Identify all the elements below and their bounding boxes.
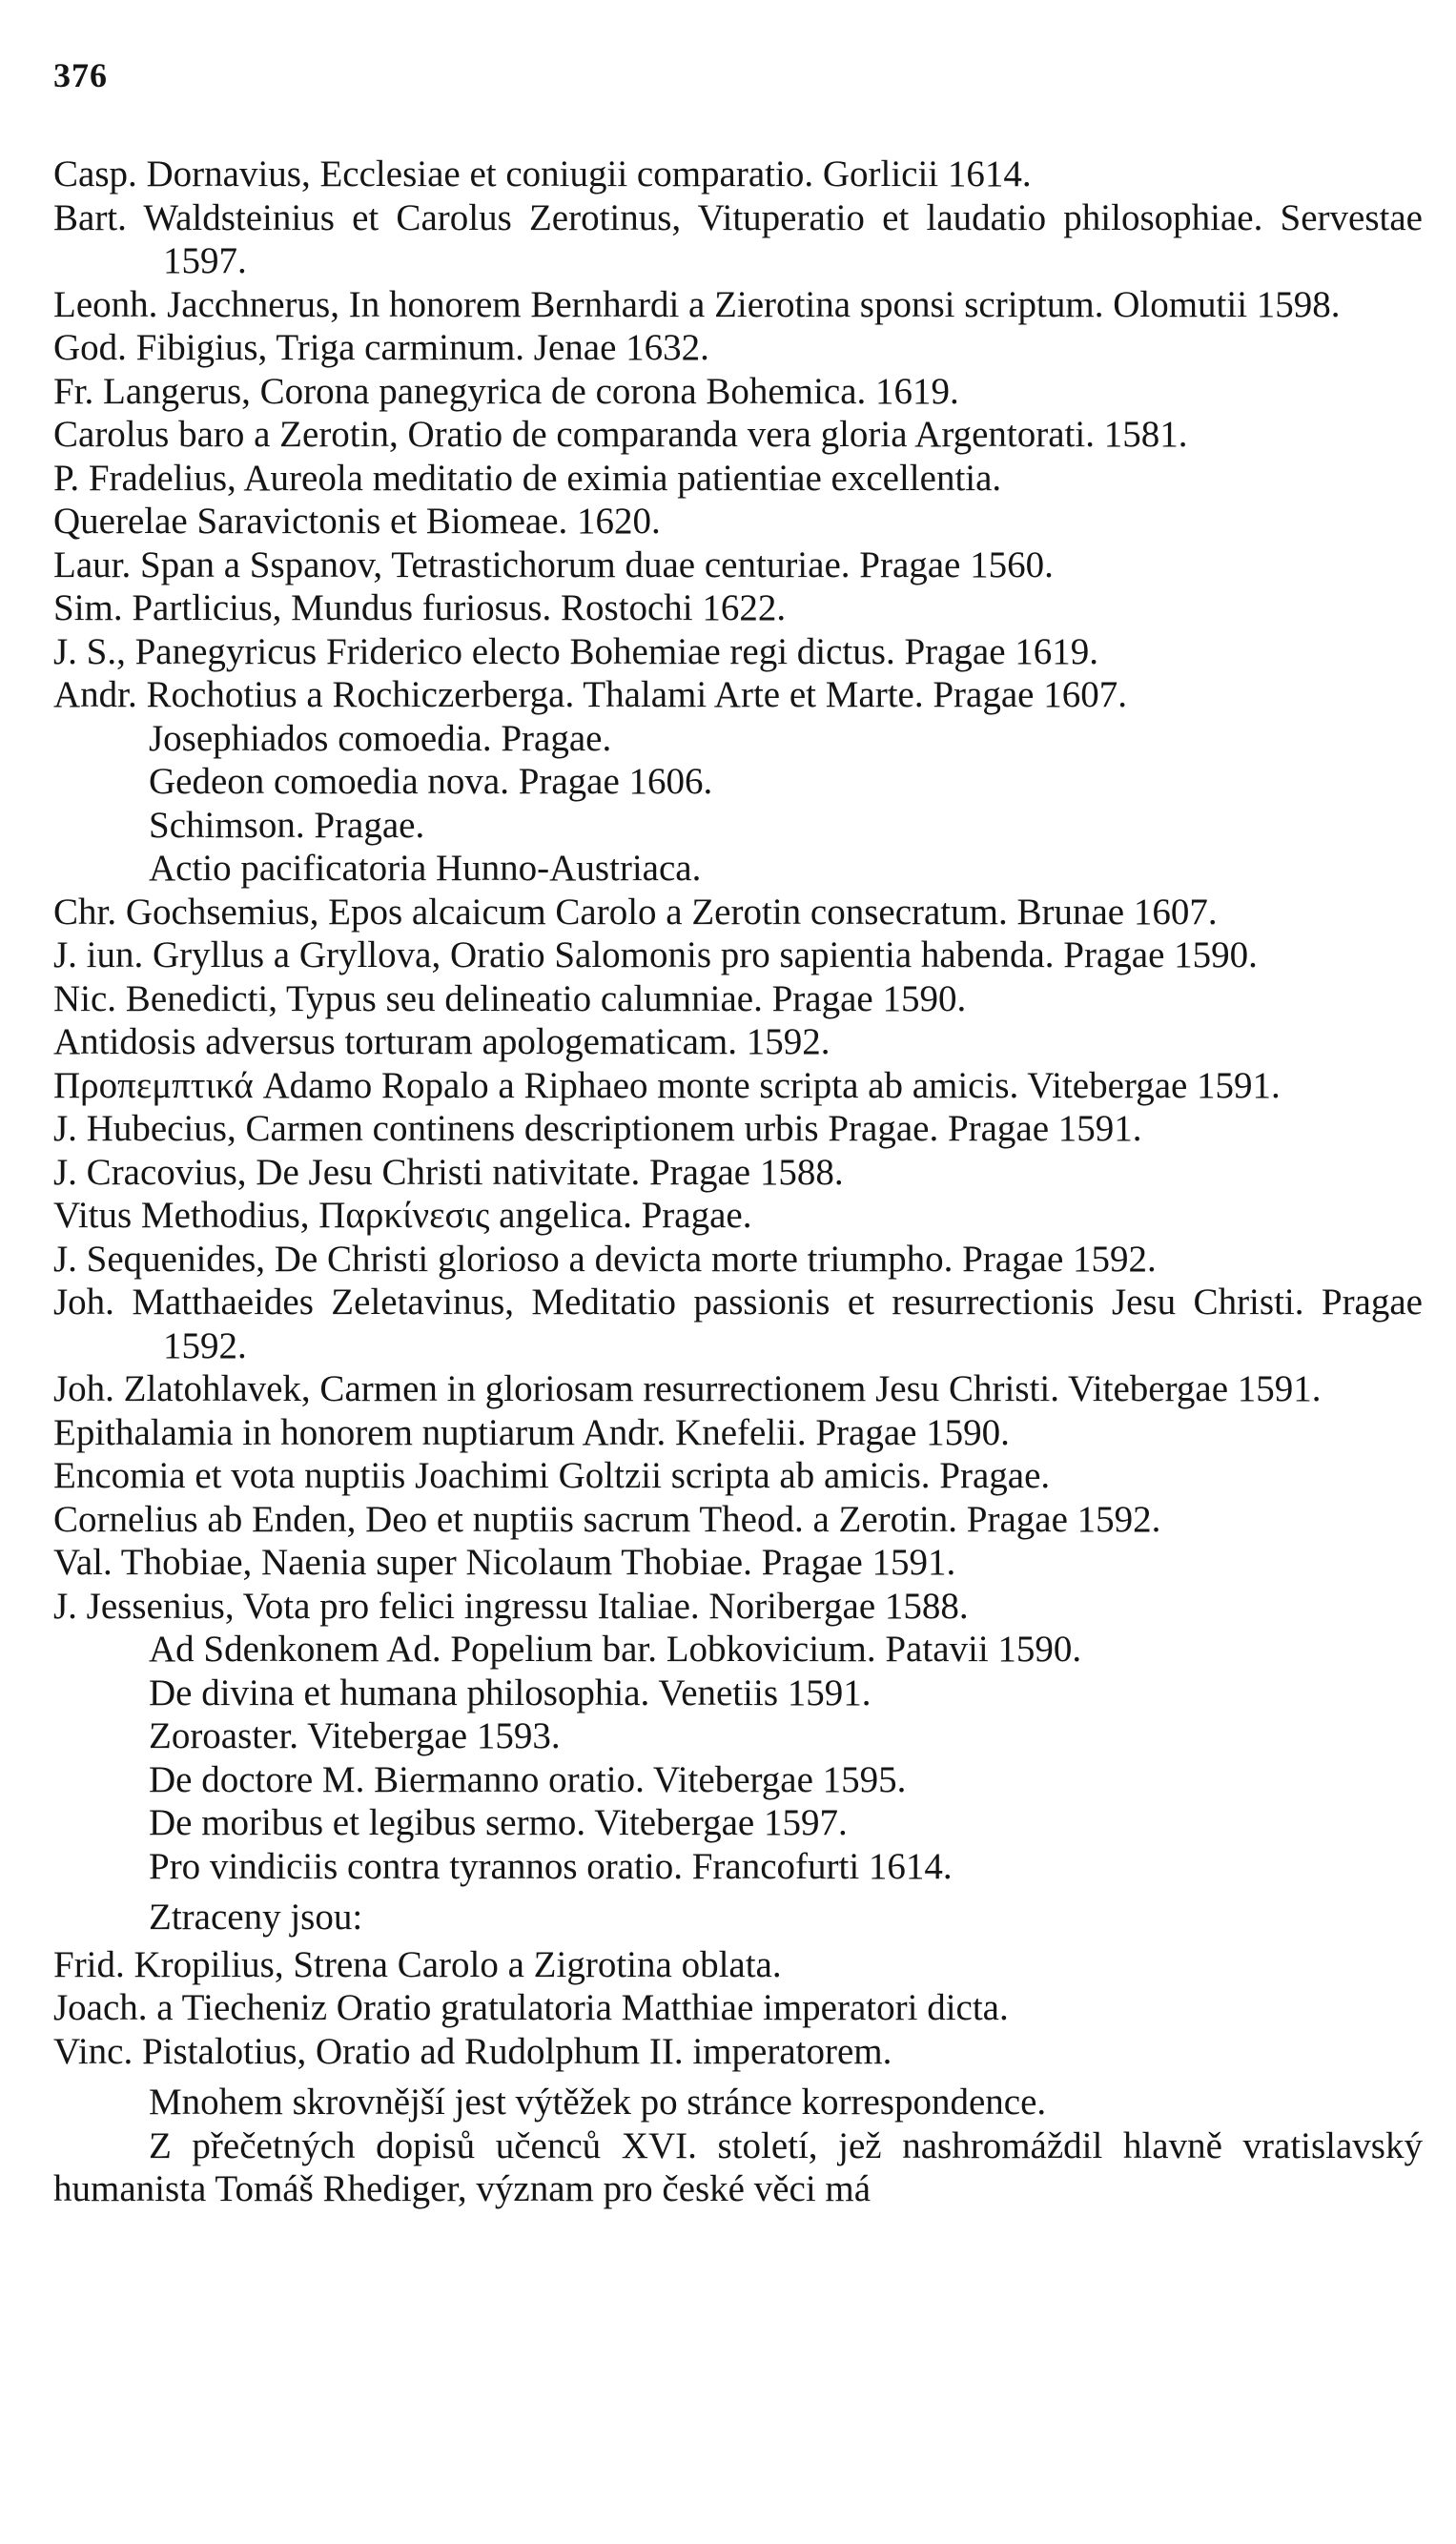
bibliography-list bbox=[53, 153, 1423, 2211]
bibliography-entry: Querelae Saravictonis et Biomeae. 1620. bbox=[53, 501, 661, 542]
bibliography-sub-entry: De doctore M. Biermanno oratio. Vitebergae 1595. bbox=[149, 1758, 907, 1800]
page-number: 376 bbox=[53, 56, 108, 94]
bibliography-entry: Joh. Matthaeides Zeletavinus, Meditatio passionis et resurrectionis Jesu Christi. Pragae 1592. bbox=[53, 1282, 1423, 1366]
bibliography-entry: Leonh. Jacchnerus, In honorem Bernhardi a Zierotina sponsi scriptum. Olomutii 1598. bbox=[53, 283, 1341, 325]
bibliography-entry: Nic. Benedicti, Typus seu delineatio calumniae. Pragae 1590. bbox=[53, 977, 967, 1019]
bibliography-entry: Epithalamia in honorem nuptiarum Andr. Knefelii. Pragae 1590. bbox=[53, 1411, 1010, 1453]
bibliography-entry: Joach. a Tiecheniz Oratio gratulatoria Matthiae imperatori dicta. bbox=[53, 1987, 1009, 2028]
section-label: Ztraceny jsou: bbox=[149, 1897, 363, 1938]
bibliography-entry: J. iun. Gryllus a Gryllova, Oratio Salomonis pro sapientia habenda. Pragae 1590. bbox=[53, 934, 1258, 975]
bibliography-entry: Joh. Zlatohlavek, Carmen in gloriosam resurrectionem Jesu Christi. Vitebergae 1591. bbox=[53, 1368, 1322, 1409]
bibliography-sub-entry: Ad Sdenkonem Ad. Popelium bar. Lobkovicium. Patavii 1590. bbox=[149, 1629, 1082, 1670]
bibliography-sub-entry: De divina et humana philosophia. Venetiis 1591. bbox=[149, 1672, 872, 1713]
bibliography-entry: P. Fradelius, Aureola meditatio de eximia patientiae excellentia. bbox=[53, 457, 1002, 499]
bibliography-entry: Chr. Gochsemius, Epos alcaicum Carolo a Zerotin consecratum. Brunae 1607. bbox=[53, 891, 1218, 933]
bibliography-entry: Andr. Rochotius a Rochiczerberga. Thalami Arte et Marte. Pragae 1607. bbox=[53, 674, 1127, 715]
bibliography-entry: Antidosis adversus torturam apologematicam. 1592. bbox=[53, 1021, 831, 1062]
bibliography-entry: Sim. Partlicius, Mundus furiosus. Rostochi 1622. bbox=[53, 587, 787, 628]
bibliography-entry: J. Sequenides, De Christi glorioso a devicta morte triumpho. Pragae 1592. bbox=[53, 1238, 1157, 1280]
bibliography-entry: Cornelius ab Enden, Deo et nuptiis sacrum Theod. a Zerotin. Pragae 1592. bbox=[53, 1498, 1161, 1540]
bibliography-entry: Casp. Dornavius, Ecclesiae et coniugii comparatio. Gorlicii 1614. bbox=[53, 154, 1032, 195]
bibliography-entry: Fr. Langerus, Corona panegyrica de corona Bohemica. 1619. bbox=[53, 370, 959, 412]
bibliography-sub-entry: Actio pacificatoria Hunno-Austriaca. bbox=[149, 848, 702, 889]
bibliography-entry: Bart. Waldsteinius et Carolus Zerotinus, Vituperatio et laudatio philosophiae. Servestae 1597. bbox=[53, 196, 1423, 281]
bibliography-entry: Vitus Methodius, Παρκίνεσις angelica. Pragae. bbox=[53, 1195, 752, 1236]
bibliography-sub-entry: Zoroaster. Vitebergae 1593. bbox=[149, 1715, 561, 1756]
bibliography-entry: J. Jessenius, Vota pro felici ingressu Italiae. Noribergae 1588. bbox=[53, 1585, 969, 1627]
bibliography-entry: Vinc. Pistalotius, Oratio ad Rudolphum II. imperatorem. bbox=[53, 2030, 892, 2072]
body-paragraph: Mnohem skrovnější jest výtěžek po stránce korrespondence. bbox=[149, 2082, 1047, 2123]
bibliography-entry: Προπεμπτικά Adamo Ropalo a Riphaeo monte scripta ab amicis. Vitebergae 1591. bbox=[53, 1064, 1281, 1106]
bibliography-entry: God. Fibigius, Triga carminum. Jenae 1632. bbox=[53, 327, 709, 368]
bibliography-entry: Laur. Span a Sspanov, Tetrastichorum duae centuriae. Pragae 1560. bbox=[53, 544, 1054, 585]
bibliography-entry: Encomia et vota nuptiis Joachimi Goltzii scripta ab amicis. Pragae. bbox=[53, 1455, 1051, 1496]
bibliography-sub-entry: Gedeon comoedia nova. Pragae 1606. bbox=[149, 761, 713, 802]
bibliography-entry: J. S., Panegyricus Friderico electo Bohemiae regi dictus. Pragae 1619. bbox=[53, 630, 1099, 672]
bibliography-sub-entry: Josephiados comoedia. Pragae. bbox=[149, 717, 612, 759]
bibliography-entry: Frid. Kropilius, Strena Carolo a Zigrotina oblata. bbox=[53, 1943, 782, 1985]
body-paragraph: Z přečetných dopisů učenců XVI. století, jež nashromáždil hlavně vratislavský humanista Tomáš Rhediger, význam pro české věci má bbox=[53, 2124, 1423, 2209]
bibliography-entry: J. Hubecius, Carmen continens descriptionem urbis Pragae. Pragae 1591. bbox=[53, 1108, 1142, 1149]
bibliography-sub-entry: De moribus et legibus sermo. Vitebergae 1597. bbox=[149, 1802, 848, 1843]
bibliography-entry: Carolus baro a Zerotin, Oratio de comparanda vera gloria Argentorati. 1581. bbox=[53, 414, 1188, 455]
bibliography-entry: J. Cracovius, De Jesu Christi nativitate. Pragae 1588. bbox=[53, 1151, 844, 1193]
bibliography-entry: Val. Thobiae, Naenia super Nicolaum Thobiae. Pragae 1591. bbox=[53, 1542, 956, 1583]
bibliography-sub-entry: Pro vindiciis contra tyrannos oratio. Francofurti 1614. bbox=[149, 1845, 953, 1887]
bibliography-sub-entry: Schimson. Pragae. bbox=[149, 804, 425, 846]
